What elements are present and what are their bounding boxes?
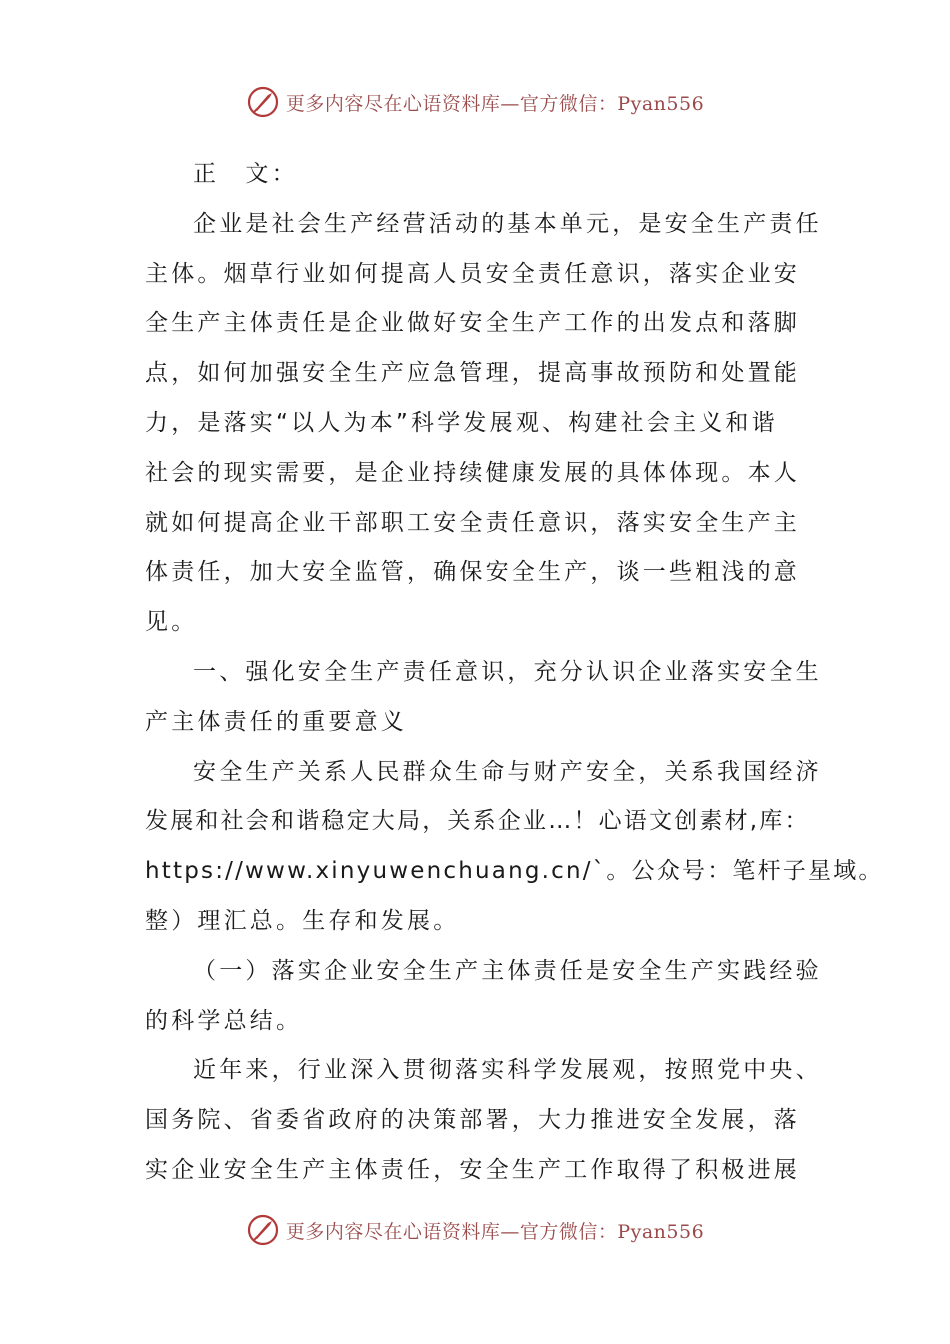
paragraph-line: 社会的现实需要，是企业持续健康发展的具体体现。本人 (145, 459, 800, 486)
paragraph-line: 发展和社会和谐稳定大局，关系企业…！心语文创素材,库： (145, 808, 810, 835)
header-banner-text: 更多内容尽在心语资料库—官方微信：Pyan556 (285, 92, 705, 115)
footer-banner (0, 1210, 950, 1250)
paragraph-line: 国务院、省委省政府的决策部署，大力推进安全发展，落 (145, 1107, 800, 1134)
paragraph-line: 点，如何加强安全生产应急管理，提高事故预防和处置能 (145, 360, 800, 387)
quill-logo-icon (246, 85, 280, 119)
paragraph-line-url: https://www.xinyuwenchuang.cn/`。公众号：笔杆子星域。 (145, 858, 884, 885)
paragraph-line: 体责任，加大安全监管，确保安全生产，谈一些粗浅的意 (145, 559, 800, 586)
section-heading-zhengwen: 正 文： (193, 161, 298, 187)
subsection-heading-line: （一）落实企业安全生产主体责任是安全生产实践经验 (193, 957, 822, 984)
paragraph-line: 安全生产关系人民群众生命与财产安全，关系我国经济 (193, 758, 822, 785)
section-heading-line: 产主体责任的重要意义 (145, 708, 407, 735)
paragraph-line: 实企业安全生产主体责任，安全生产工作取得了积极进展 (145, 1156, 800, 1183)
paragraph-line: 整）理汇总。生存和发展。 (145, 907, 460, 934)
paragraph-line: 近年来，行业深入贯彻落实科学发展观，按照党中央、 (193, 1057, 822, 1084)
paragraph-line: 就如何提高企业干部职工安全责任意识，落实安全生产主 (145, 509, 800, 536)
paragraph-line: 见。 (145, 609, 198, 636)
header-banner (0, 82, 950, 122)
quill-logo-icon (246, 1213, 280, 1247)
footer-banner-text: 更多内容尽在心语资料库—官方微信：Pyan556 (285, 1220, 705, 1243)
paragraph-line: 主体。烟草行业如何提高人员安全责任意识，落实企业安 (145, 260, 800, 287)
paragraph-line: 力，是落实“以人为本”科学发展观、构建社会主义和谐 (145, 409, 778, 436)
subsection-heading-line: 的科学总结。 (145, 1007, 303, 1034)
paragraph-line: 企业是社会生产经营活动的基本单元，是安全生产责任 (193, 210, 822, 237)
paragraph-line: 全生产主体责任是企业做好安全生产工作的出发点和落脚 (145, 310, 800, 337)
document-body (145, 150, 884, 1196)
section-heading-line: 一、强化安全生产责任意识，充分认识企业落实安全生 (193, 658, 822, 685)
